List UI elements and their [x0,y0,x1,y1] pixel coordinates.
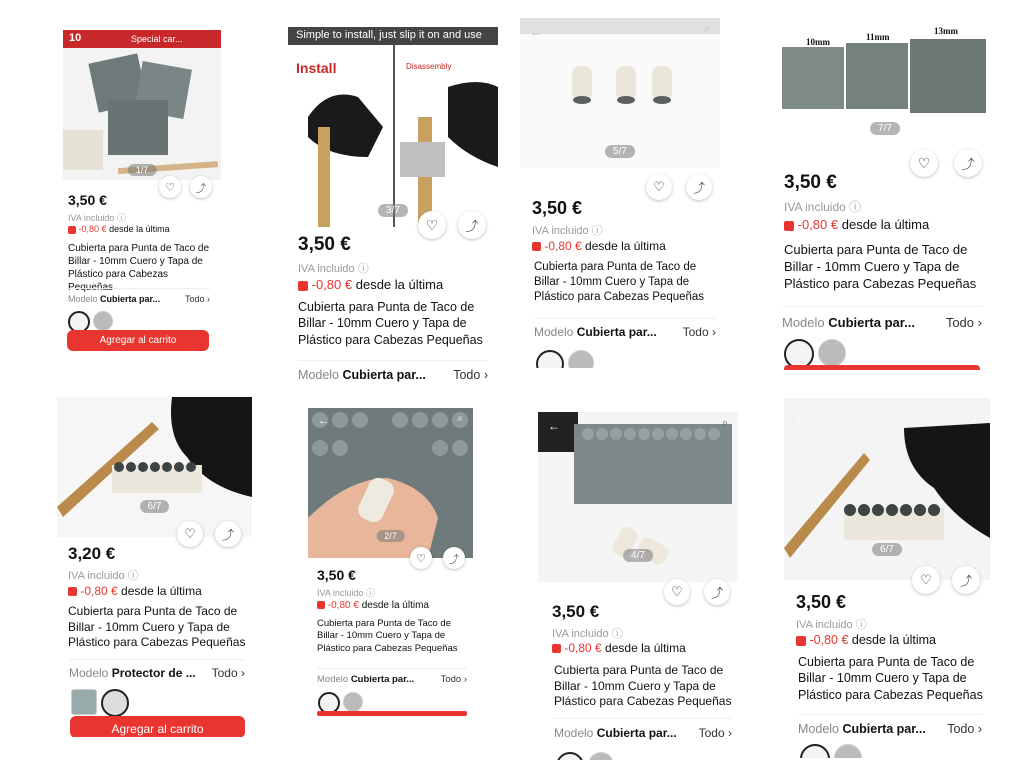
model-all-link[interactable] [212,666,245,680]
disassembly-label: Disassembly [406,62,452,71]
vat-label [796,616,867,632]
model-selector[interactable] [798,714,982,743]
add-to-cart-button[interactable]: Agregar al carrito [70,716,245,737]
share-button[interactable]: ⤴ [686,174,712,200]
model-all-text: Todo [698,726,725,740]
vat-text: IVA incluido [532,225,589,237]
favorite-button[interactable]: ♡ [646,174,672,200]
model-label: Modelo [68,294,98,304]
discount-value: -0,80 € [797,217,839,232]
chevron-right-icon: › [483,368,488,382]
variant-swatch-2[interactable] [93,311,113,331]
product-title[interactable]: Cubierta para Punta de Taco de Billar - 10mm Cuero y Tapa de Plástico para Cabezas Pequeñas [798,655,983,702]
model-all-link[interactable] [947,722,982,736]
image-counter: 3/7 [378,204,408,217]
back-arrow-icon[interactable]: ← [73,51,84,63]
model-all-text: Todo [440,673,462,685]
model-selector[interactable] [534,318,716,345]
product-photo-3[interactable] [520,18,720,168]
model-label: Modelo [69,666,109,680]
variant-swatch-2[interactable] [818,339,846,367]
product-card-1 [63,30,221,355]
add-to-cart-button[interactable] [317,711,467,716]
vat-text: IVA incluido [298,263,355,275]
vat-label [532,222,603,238]
vat-label [298,260,369,276]
model-all-link[interactable] [683,325,716,339]
vat-label [68,567,139,583]
discount-text: desde la última [605,641,686,655]
discount-value: -0,80 € [311,277,353,292]
product-photo-4[interactable] [780,25,990,120]
price: 3,50 € [68,192,107,208]
discount-tag-icon [68,226,76,234]
vat-text: IVA incluido [784,200,846,214]
model-all-text: Todo [184,294,205,304]
vat-label [68,211,126,224]
image-headline: Simple to install, just slip it on and use [296,29,482,41]
discount-row [784,217,929,232]
model-all-link[interactable] [453,368,488,382]
info-icon: ⓘ [855,619,867,631]
product-card-8 [784,398,990,758]
product-title[interactable]: Cubierta para Punta de Taco de Billar - 10mm Cuero y Tapa de Plástico para Cabezas Pequeñas [317,618,458,654]
discount-row [68,584,202,598]
image-counter: 7/7 [870,122,900,135]
model-selector[interactable] [554,718,732,747]
discount-row [796,633,936,647]
discount-tag-icon [317,601,325,609]
product-photo-5[interactable] [57,397,252,537]
price: 3,50 € [317,567,356,583]
model-label: Modelo [554,726,594,740]
search-icon[interactable]: ⌕ [457,413,463,424]
model-selector[interactable] [298,360,488,387]
price: 3,50 € [796,592,847,612]
chevron-right-icon: › [728,726,732,740]
discount-text: desde la última [361,600,429,611]
variant-swatch-2[interactable] [834,744,862,758]
image-counter: 5/7 [605,145,635,158]
search-icon[interactable]: ⌕ [481,48,488,60]
model-value: Cubierta par... [576,325,657,339]
discount-value: -0,80 € [809,633,849,647]
vat-text: IVA incluido [796,619,853,631]
model-selector[interactable] [68,288,210,309]
chevron-right-icon: › [977,314,982,330]
model-value: Cubierta par... [100,294,161,304]
info-icon: ⓘ [357,263,369,275]
image-counter: 1/7 [128,164,157,176]
model-value: Cubierta par... [350,673,415,685]
info-icon: ⓘ [365,588,375,598]
price: 3,50 € [552,602,600,621]
discount-row [552,641,686,655]
info-icon: ⓘ [849,200,862,214]
product-card-5 [57,397,252,737]
discount-value: -0,80 € [327,600,359,611]
search-icon[interactable]: ⌕ [703,23,710,35]
discount-tag-icon [552,644,561,653]
product-card-6 [308,408,473,718]
model-all-text: Todo [453,368,481,382]
model-all-text: Todo [947,722,975,736]
product-title[interactable]: Cubierta para Punta de Taco de Billar - 10mm Cuero y Tapa de Plástico para Cabezas Pequeñas [784,242,977,291]
model-all-link[interactable] [441,674,467,685]
share-button[interactable]: ⤴ [215,521,241,547]
model-value: Protector de ... [111,666,196,680]
back-arrow-icon[interactable]: ← [318,415,329,427]
info-icon: ⓘ [611,628,623,640]
model-all-text: Todo [682,325,709,339]
model-selector[interactable] [317,668,467,689]
favorite-button[interactable]: ♡ [910,149,938,177]
model-all-text: Todo [945,314,975,330]
favorite-button[interactable]: ♡ [410,547,432,569]
discount-text: desde la última [109,224,170,234]
discount-text: desde la última [355,277,444,292]
discount-tag-icon [68,587,77,596]
share-button[interactable]: ⤴ [704,579,730,605]
variant-swatch-1[interactable] [800,744,830,758]
product-photo-2[interactable] [288,27,498,227]
add-to-cart-button[interactable]: Agregar al carrito [67,330,209,351]
product-photo-6[interactable] [308,408,473,558]
add-to-cart-button[interactable] [784,365,980,370]
discount-value: -0,80 € [544,239,582,253]
model-all-link[interactable] [699,726,732,740]
model-value: Cubierta par... [842,722,926,736]
discount-tag-icon [532,242,541,251]
model-all-link[interactable] [185,294,210,304]
product-photo-8[interactable] [784,398,990,580]
product-photo-7[interactable] [538,412,738,582]
share-button[interactable]: ⤴ [952,566,980,594]
search-icon[interactable]: ⌕ [205,51,211,62]
price: 3,20 € [68,544,116,563]
info-icon: ⓘ [116,213,126,223]
product-card-2 [288,27,498,387]
vat-text: IVA incluido [68,570,125,582]
info-icon: ⓘ [127,570,139,582]
chevron-right-icon: › [712,325,716,339]
model-label: Modelo [534,325,574,339]
discount-row [68,224,170,234]
back-arrow-icon[interactable]: ← [548,419,560,433]
vat-label [317,586,375,599]
favorite-button[interactable]: ♡ [159,176,181,198]
image-counter: 2/7 [376,530,405,542]
discount-text: desde la última [121,584,202,598]
size-label-13mm: 13mm [934,26,958,36]
product-title[interactable]: Cubierta para Punta de Taco de Billar - 10mm Cuero y Tapa de Plástico para Cabezas Pequeñas [68,243,210,293]
model-label: Modelo [317,673,349,685]
chevron-right-icon: › [463,673,467,685]
vat-text: IVA incluido [552,628,609,640]
search-icon[interactable]: ⌕ [721,417,728,429]
discount-row [298,277,443,292]
share-button[interactable]: ⤴ [443,547,465,569]
variant-swatch-2[interactable] [588,752,614,760]
back-arrow-icon[interactable]: ← [530,25,542,39]
model-label: Modelo [298,368,339,382]
discount-row [317,600,429,611]
product-title[interactable]: Cubierta para Punta de Taco de Billar - 10mm Cuero y Tapa de Plástico para Cabezas Pequeñas [298,300,483,347]
image-counter: 6/7 [872,543,902,556]
variant-swatch-2[interactable] [568,350,594,368]
share-button[interactable]: ⤴ [954,149,982,177]
model-selector[interactable] [69,659,245,686]
product-photo-1[interactable] [63,30,221,180]
model-value: Cubierta par... [342,368,426,382]
model-selector[interactable] [782,306,982,337]
image-counter: 6/7 [140,500,170,513]
product-title[interactable]: Cubierta para Punta de Taco de Billar - 10mm Cuero y Tapa de Plástico para Cabezas Pequeñas [68,604,246,650]
variant-swatch-2[interactable] [101,689,129,717]
vat-text: IVA incluido [68,213,115,223]
model-label: Modelo [782,314,825,330]
product-card-7 [538,412,738,760]
share-button[interactable]: ⤴ [458,211,486,239]
back-arrow-icon[interactable]: ← [794,409,808,425]
size-label-10mm: 10mm [806,37,830,47]
size-label-11mm: 11mm [866,32,890,42]
favorite-button[interactable]: ♡ [177,521,203,547]
favorite-button[interactable]: ♡ [912,566,940,594]
discount-text: desde la última [841,217,930,232]
price: 3,50 € [532,198,583,218]
vat-label [552,625,623,641]
discount-value: -0,80 € [80,584,118,598]
banner-left-text: 10 [69,32,82,44]
chevron-right-icon: › [977,722,982,736]
discount-row [532,239,666,253]
price: 3,50 € [298,234,351,255]
info-icon: ⓘ [591,225,603,237]
variant-swatch-1[interactable] [556,752,584,760]
model-all-text: Todo [211,666,238,680]
model-value: Cubierta par... [828,314,915,330]
variant-swatch-2[interactable] [343,692,363,712]
vat-label [784,198,861,215]
product-title[interactable]: Cubierta para Punta de Taco de Billar - 10mm Cuero y Tapa de Plástico para Cabezas Pequeñas [534,261,705,303]
discount-value: -0,80 € [78,224,107,234]
variant-swatch-1[interactable] [536,350,564,368]
favorite-button[interactable]: ♡ [664,579,690,605]
discount-value: -0,80 € [564,641,602,655]
model-label: Modelo [798,722,839,736]
price: 3,50 € [784,172,837,193]
install-label: Install [296,60,337,76]
discount-tag-icon [298,281,308,291]
vat-text: IVA incluido [317,588,364,598]
discount-tag-icon [784,221,794,231]
chevron-right-icon: › [207,294,210,304]
discount-text: desde la última [585,239,666,253]
image-counter: 4/7 [623,549,653,562]
favorite-button[interactable]: ♡ [418,211,446,239]
share-button[interactable]: ⤴ [190,176,212,198]
search-icon[interactable]: ⌕ [972,407,980,422]
discount-text: desde la última [851,633,936,647]
variant-swatch-1[interactable] [71,689,97,715]
product-card-4 [780,25,990,370]
model-all-link[interactable] [946,315,982,330]
product-card-3 [520,18,720,368]
discount-tag-icon [796,636,806,646]
banner-right-text: Special car... [131,34,183,44]
model-value: Cubierta par... [596,726,677,740]
chevron-right-icon: › [241,666,245,680]
product-title[interactable]: Cubierta para Punta de Taco de Billar - 10mm Cuero y Tapa de Plástico para Cabezas Pequeñas [554,663,732,709]
